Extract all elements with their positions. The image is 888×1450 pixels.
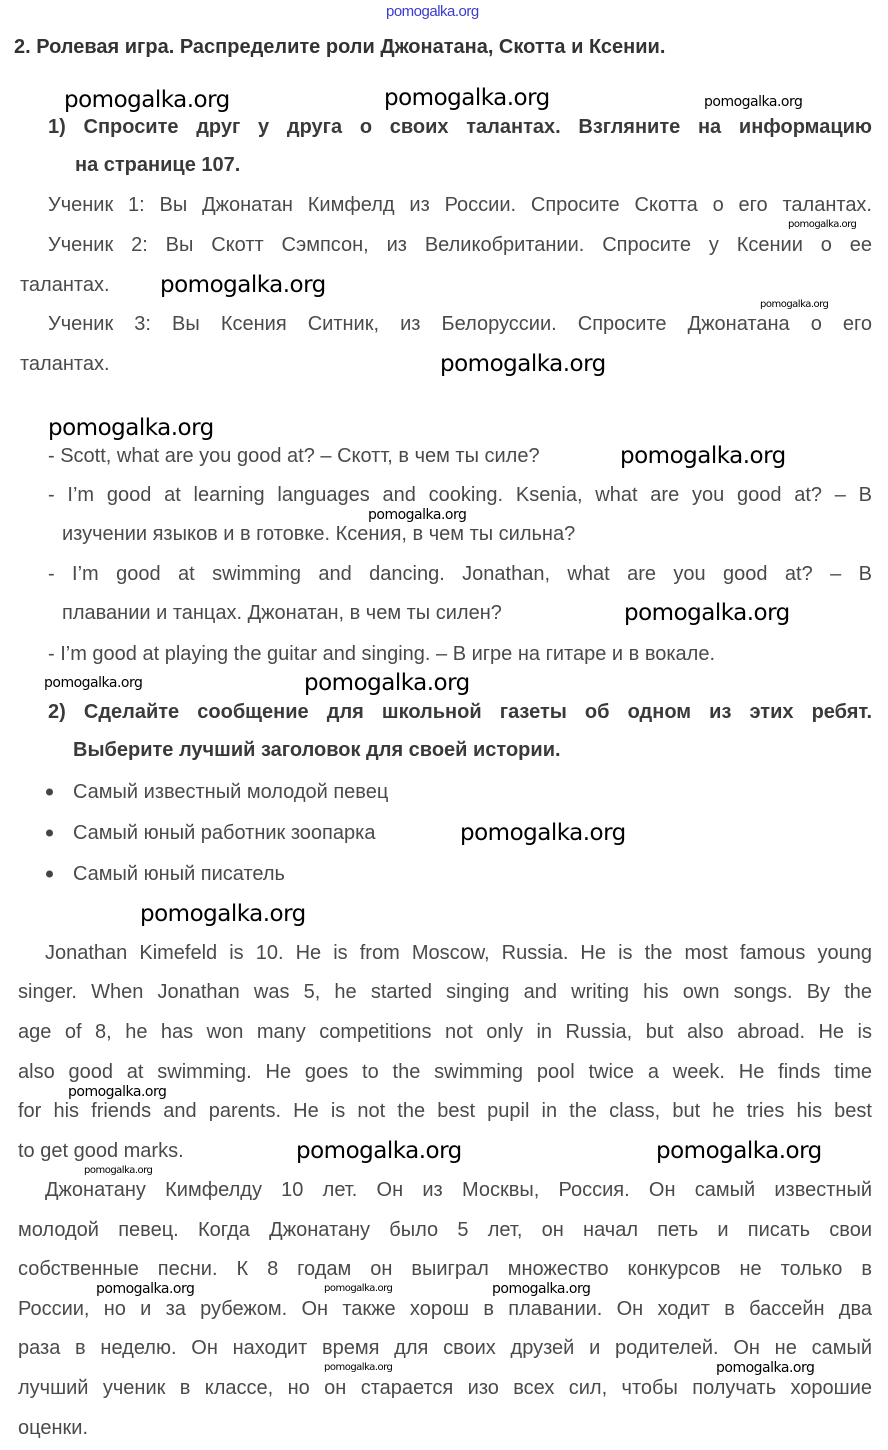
bullet-icon xyxy=(46,789,53,796)
english-paragraph-line: age of 8, he has won many competitions not only in Russia, but also abroad. He is xyxy=(18,1021,872,1043)
watermark-text: pomogalka.org xyxy=(160,272,326,298)
watermark-text: pomogalka.org xyxy=(296,1138,462,1164)
student-line: талантах. xyxy=(20,353,110,375)
watermark-text: pomogalka.org xyxy=(48,415,214,441)
watermark-text: pomogalka.org xyxy=(324,1362,393,1373)
english-paragraph-line: Jonathan Kimefeld is 10. He is from Moscow, Russia. He is the most famous young xyxy=(45,942,872,964)
dialogue-line: - Scott, what are you good at? – Скотт, в чем ты силе? xyxy=(48,445,540,467)
dialogue-line: плавании и танцах. Джонатан, в чем ты силен? xyxy=(62,602,502,624)
russian-paragraph-line: России, но и за рубежом. Он также хорош в плавании. Он ходит в бассейн два xyxy=(18,1298,872,1320)
watermark-text: pomogalka.org xyxy=(44,675,143,691)
watermark-text: pomogalka.org xyxy=(492,1281,591,1297)
dialogue-line: - I’m good at learning languages and cooking. Ksenia, what are you good at? – В xyxy=(48,484,872,506)
watermark-text: pomogalka.org xyxy=(140,901,306,927)
watermark-text: pomogalka.org xyxy=(304,670,470,696)
bullet-icon xyxy=(46,830,53,837)
watermark-text: pomogalka.org xyxy=(324,1283,393,1294)
part1-instruction: 1) Спросите друг у друга о своих талантах. Взгляните на информацию xyxy=(48,116,872,138)
bullet-item: Самый юный работник зоопарка xyxy=(73,822,376,844)
bullet-item: Самый юный писатель xyxy=(73,863,285,885)
student-line: талантах. xyxy=(20,274,110,296)
part2-instruction: 2) Сделайте сообщение для школьной газеты об одном из этих ребят. xyxy=(48,701,872,723)
russian-paragraph-line: оценки. xyxy=(18,1417,88,1439)
dialogue-line: - I’m good at playing the guitar and singing. – В игре на гитаре и в вокале. xyxy=(48,643,716,665)
russian-paragraph-line: собственные песни. К 8 годам он выиграл множество конкурсов не только в xyxy=(18,1258,872,1280)
watermark-text: pomogalka.org xyxy=(704,94,803,110)
student-line: Ученик 2: Вы Скотт Сэмпсон, из Великобритании. Спросите у Ксении о ее xyxy=(48,234,872,256)
watermark-text: pomogalka.org xyxy=(68,1084,167,1100)
russian-paragraph-line: лучший ученик в классе, но он старается изо всех сил, чтобы получать хорошие xyxy=(18,1377,872,1399)
watermark-text: pomogalka.org xyxy=(440,351,606,377)
student-line: Ученик 1: Вы Джонатан Кимфелд из России. Спросите Скотта о его талантах. xyxy=(48,194,872,216)
watermark-text: pomogalka.org xyxy=(760,299,829,310)
watermark-text: pomogalka.org xyxy=(788,219,857,230)
watermark-text: pomogalka.org xyxy=(386,3,479,20)
english-paragraph-line: to get good marks. xyxy=(18,1140,184,1162)
student-line: Ученик 3: Вы Ксения Ситник, из Белоруссии. Спросите Джонатана о его xyxy=(48,313,872,335)
watermark-text: pomogalka.org xyxy=(624,600,790,626)
part1-instruction: на странице 107. xyxy=(75,154,241,176)
watermark-text: pomogalka.org xyxy=(716,1360,815,1376)
russian-paragraph-line: Джонатану Кимфелду 10 лет. Он из Москвы, Россия. Он самый известный xyxy=(45,1179,872,1201)
english-paragraph-line: also good at swimming. He goes to the swimming pool twice a week. He finds time xyxy=(18,1061,872,1083)
watermark-text: pomogalka.org xyxy=(64,87,230,113)
watermark-text: pomogalka.org xyxy=(96,1281,195,1297)
bullet-icon xyxy=(46,871,53,878)
russian-paragraph-line: молодой певец. Когда Джонатану было 5 лет, он начал петь и писать свои xyxy=(18,1219,872,1241)
dialogue-line: изучении языков и в готовке. Ксения, в чем ты сильна? xyxy=(62,523,576,545)
watermark-text: pomogalka.org xyxy=(368,507,467,523)
watermark-text: pomogalka.org xyxy=(620,443,786,469)
watermark-text: pomogalka.org xyxy=(460,820,626,846)
part2-instruction: Выберите лучший заголовок для своей истории. xyxy=(73,739,561,761)
watermark-text: pomogalka.org xyxy=(384,85,550,111)
watermark-text: pomogalka.org xyxy=(84,1165,153,1176)
english-paragraph-line: for his friends and parents. He is not the best pupil in the class, but he tries his best xyxy=(18,1100,872,1122)
dialogue-line: - I’m good at swimming and dancing. Jonathan, what are you good at? – В xyxy=(48,563,872,585)
english-paragraph-line: singer. When Jonathan was 5, he started singing and writing his own songs. By the xyxy=(18,981,872,1003)
watermark-text: pomogalka.org xyxy=(656,1138,822,1164)
russian-paragraph-line: раза в неделю. Он находит время для своих друзей и родителей. Он не самый xyxy=(18,1337,872,1359)
bullet-item: Самый известный молодой певец xyxy=(73,781,389,803)
task-heading: 2. Ролевая игра. Распределите роли Джонатана, Скотта и Ксении. xyxy=(14,36,666,58)
